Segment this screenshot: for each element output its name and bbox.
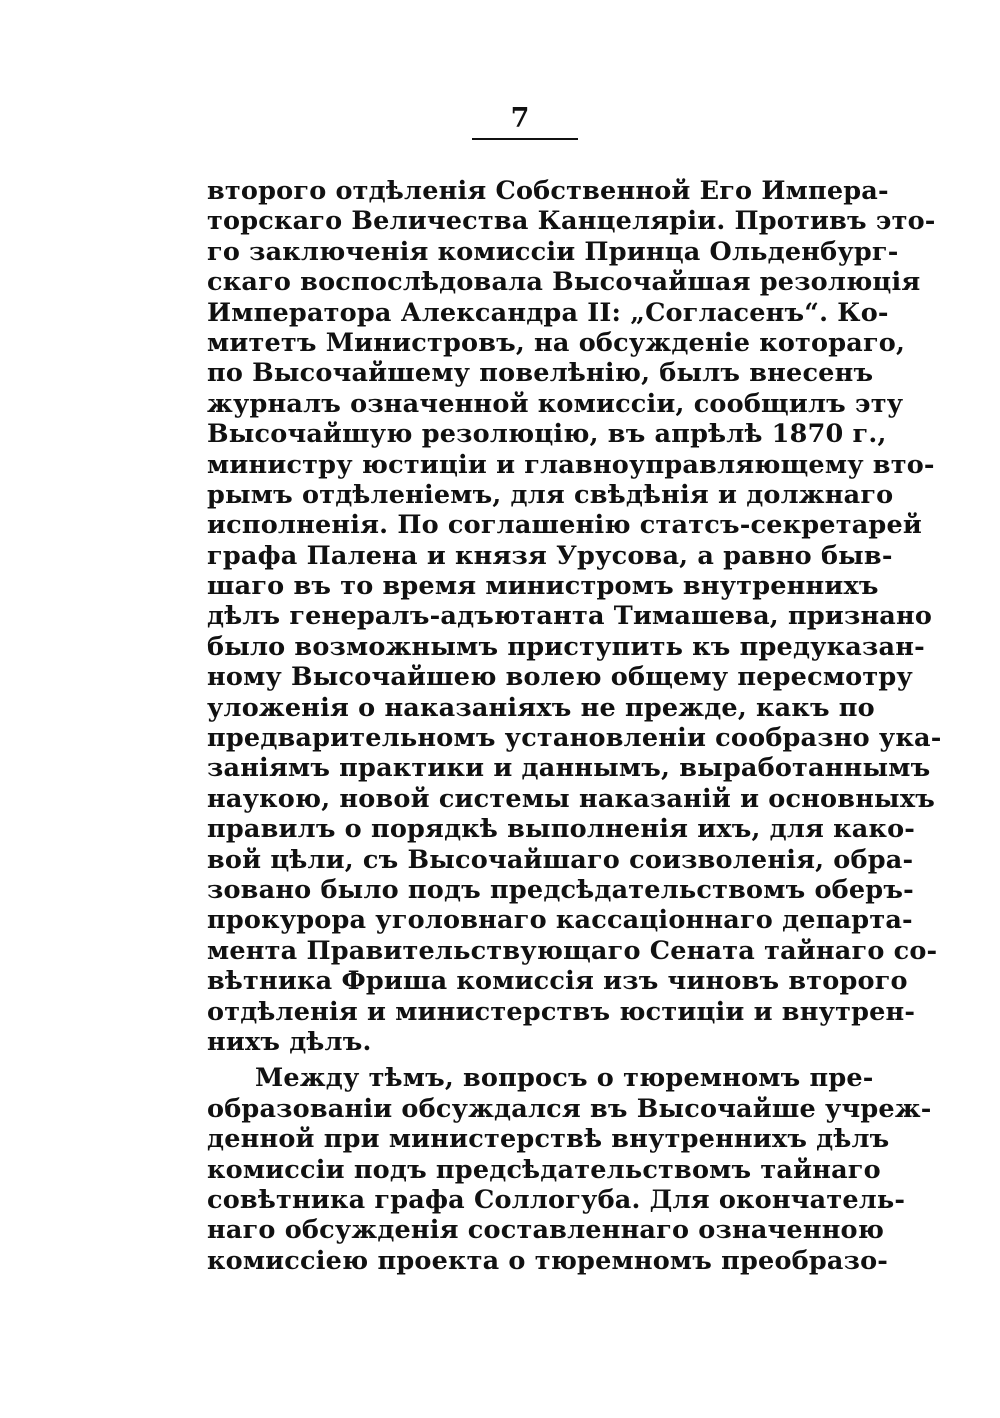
text-line: совѣтника графа Соллогуба. Для окончатель- [207, 1184, 906, 1215]
text-line: комиссіею проекта о тюремномъ преобразо- [207, 1245, 889, 1276]
text-line: по Высочайшему повелѣнію, былъ внесенъ [207, 358, 874, 389]
text-line: заніямъ практики и даннымъ, выработаннымъ [207, 753, 931, 784]
paragraph [207, 1063, 932, 1276]
text-line: рымъ отдѣленіемъ, для свѣдѣнія и должнаго [207, 479, 894, 510]
text-line: торскаго Величества Канцеляріи. Противъ это- [207, 206, 936, 237]
text-line: предварительномъ установленіи сообразно ука- [207, 723, 942, 754]
text-line: дѣлъ генералъ-адъютанта Тимашева, признано [207, 601, 933, 632]
text-line: Между тѣмъ, вопросъ о тюремномъ пре- [255, 1063, 874, 1094]
text-line: наукою, новой системы наказаній и основныхъ [207, 783, 935, 814]
text-line: второго отдѣленія Собственной Его Импера- [207, 176, 889, 206]
text-line: уложенія о наказаніяхъ не прежде, какъ по [207, 692, 875, 723]
text-line: правилъ о порядкѣ выполненія ихъ, для како- [207, 814, 916, 845]
text-line: нихъ дѣлъ. [207, 1026, 372, 1057]
text-line: вѣтника Фриша комиссія изъ чиновъ второго [207, 966, 908, 997]
text-line: денной при министерствѣ внутреннихъ дѣлъ [207, 1124, 890, 1155]
text-line: скаго воспослѣдовала Высочайшая резолюція [207, 267, 921, 298]
text-line: ному Высочайшею волею общему пересмотру [207, 662, 913, 693]
text-line: наго обсужденія составленнаго означенною [207, 1215, 885, 1246]
page-number-rule [472, 138, 578, 140]
text-line: журналъ означенной комиссіи, сообщилъ эту [207, 388, 904, 419]
text-line: зовано было подъ предсѣдательствомъ оберъ- [207, 874, 914, 905]
text-line: графа Палена и князя Урусова, а равно быв- [207, 540, 893, 571]
text-line: отдѣленія и министерствъ юстиціи и внутрен- [207, 996, 916, 1027]
page-number: 7 [510, 103, 530, 134]
body-text [207, 176, 942, 1276]
text-line: министру юстиціи и главноуправляющему вто- [207, 449, 935, 480]
text-line: комиссіи подъ предсѣдательствомъ тайнаго [207, 1154, 881, 1185]
text-line: шаго въ то время министромъ внутреннихъ [207, 571, 879, 602]
text-line: Императора Александра II: „Согласенъ“. Ко- [207, 297, 889, 328]
text-line: го заключенія комиссіи Принца Ольденбург- [207, 236, 899, 267]
paragraph [207, 176, 942, 1057]
text-line: образованіи обсуждался въ Высочайше учреж- [207, 1093, 932, 1124]
text-line: Высочайшую резолюцію, въ апрѣлѣ 1870 г., [207, 419, 887, 450]
text-line: вой цѣли, съ Высочайшаго соизволенія, обра- [207, 844, 914, 875]
text-line: исполненія. По соглашенію статсъ-секретарей [207, 510, 922, 541]
text-line: митетъ Министровъ, на обсужденіе котораго, [207, 327, 906, 358]
text-line: прокурора уголовнаго кассаціоннаго департа- [207, 905, 913, 936]
text-line: мента Правительствующаго Сената тайнаго со- [207, 935, 938, 966]
text-line: было возможнымъ приступить къ предуказан- [207, 631, 925, 662]
